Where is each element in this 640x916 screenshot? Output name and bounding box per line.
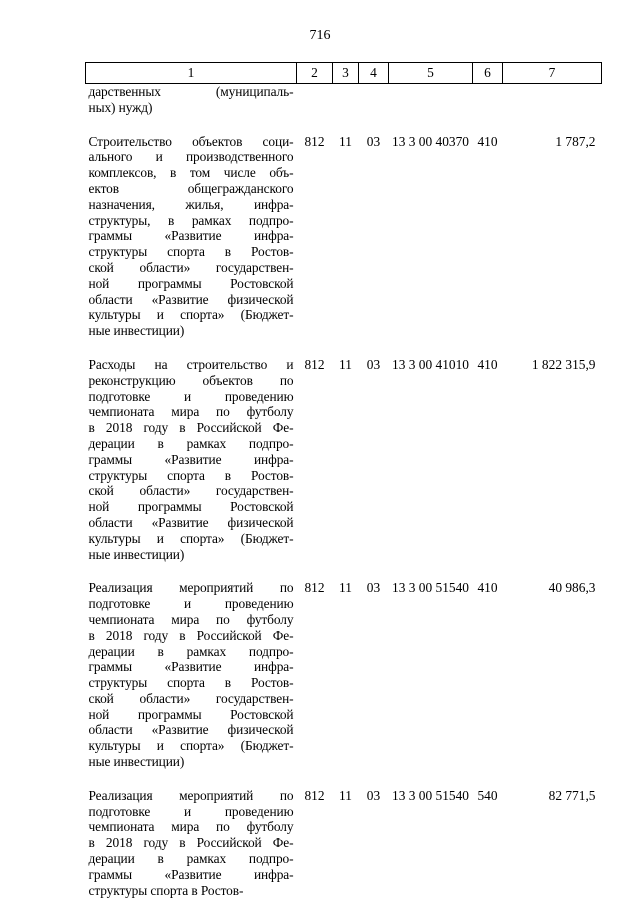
header-col-6: 6 <box>473 63 503 84</box>
row-description <box>86 84 297 134</box>
description-line: ной программы Ростовской <box>89 499 294 515</box>
description-line: Строительство объектов соци- <box>89 134 294 150</box>
table-body <box>86 84 602 916</box>
description-line: граммы «Развитие инфра- <box>89 228 294 244</box>
row-col-6: 410 <box>473 134 503 357</box>
row-col-7: 1 822 315,9 <box>503 357 602 580</box>
row-col-2: 812 <box>297 134 333 357</box>
description-line: дерации в рамках подпро- <box>89 851 294 867</box>
budget-table <box>85 62 602 916</box>
row-col-5: 13 3 00 40370 <box>389 134 473 357</box>
row-col-3: 11 <box>333 580 359 788</box>
header-col-2: 2 <box>297 63 333 84</box>
description-line: реконструкцию объектов по <box>89 373 294 389</box>
row-col-6: 410 <box>473 357 503 580</box>
row-description <box>86 134 297 357</box>
row-col-6 <box>473 84 503 134</box>
row-col-6: 410 <box>473 580 503 788</box>
row-col-4: 03 <box>359 788 389 916</box>
description-line: ных) нужд) <box>89 100 294 116</box>
description-line: дерации в рамках подпро- <box>89 644 294 660</box>
description-line: культуры и спорта» (Бюджет- <box>89 738 294 754</box>
description-line: Реализация мероприятий по <box>89 580 294 596</box>
description-line: в 2018 году в Российской Фе- <box>89 835 294 851</box>
description-line: ской области» государствен- <box>89 483 294 499</box>
description-line: ные инвестиции) <box>89 547 294 563</box>
description-line: граммы «Развитие инфра- <box>89 867 294 883</box>
table-row <box>86 84 602 134</box>
row-col-3: 11 <box>333 134 359 357</box>
description-line: подготовке и проведению <box>89 804 294 820</box>
description-line: структуры спорта в Ростов- <box>89 244 294 260</box>
row-col-4: 03 <box>359 357 389 580</box>
description-line: дарственных (муниципаль- <box>89 84 294 100</box>
table-row <box>86 134 602 357</box>
table-row <box>86 357 602 580</box>
description-line: ные инвестиции) <box>89 323 294 339</box>
description-line: граммы «Развитие инфра- <box>89 452 294 468</box>
row-description <box>86 580 297 788</box>
row-col-5 <box>389 84 473 134</box>
description-line: чемпионата мира по футболу <box>89 404 294 420</box>
row-col-5: 13 3 00 51540 <box>389 580 473 788</box>
description-line: области «Развитие физической <box>89 515 294 531</box>
description-line: ального и производственного <box>89 149 294 165</box>
row-col-2: 812 <box>297 580 333 788</box>
row-col-7: 40 986,3 <box>503 580 602 788</box>
description-line: области «Развитие физической <box>89 292 294 308</box>
header-col-7: 7 <box>503 63 602 84</box>
description-line: области «Развитие физической <box>89 722 294 738</box>
row-description <box>86 357 297 580</box>
row-col-5: 13 3 00 51540 <box>389 788 473 916</box>
description-line: дерации в рамках подпро- <box>89 436 294 452</box>
table-row <box>86 580 602 788</box>
row-col-5: 13 3 00 41010 <box>389 357 473 580</box>
header-col-5: 5 <box>389 63 473 84</box>
description-line: подготовке и проведению <box>89 596 294 612</box>
description-line: ной программы Ростовской <box>89 707 294 723</box>
row-col-3: 11 <box>333 788 359 916</box>
row-col-2: 812 <box>297 357 333 580</box>
description-line: структуры спорта в Ростов- <box>89 468 294 484</box>
row-col-4: 03 <box>359 134 389 357</box>
description-line: граммы «Развитие инфра- <box>89 659 294 675</box>
description-line: назначения, жилья, инфра- <box>89 197 294 213</box>
header-col-4: 4 <box>359 63 389 84</box>
row-description <box>86 788 297 916</box>
description-line: чемпионата мира по футболу <box>89 612 294 628</box>
row-col-2 <box>297 84 333 134</box>
description-line: Реализация мероприятий по <box>89 788 294 804</box>
header-col-3: 3 <box>333 63 359 84</box>
header-col-1: 1 <box>86 63 297 84</box>
header-row <box>86 63 602 84</box>
description-line: чемпионата мира по футболу <box>89 819 294 835</box>
description-line: ской области» государствен- <box>89 260 294 276</box>
row-col-7: 1 787,2 <box>503 134 602 357</box>
row-col-7: 82 771,5 <box>503 788 602 916</box>
row-col-3: 11 <box>333 357 359 580</box>
description-line: в 2018 году в Российской Фе- <box>89 420 294 436</box>
row-col-2: 812 <box>297 788 333 916</box>
description-line: подготовке и проведению <box>89 389 294 405</box>
description-line: ной программы Ростовской <box>89 276 294 292</box>
row-col-4: 03 <box>359 580 389 788</box>
description-line: культуры и спорта» (Бюджет- <box>89 307 294 323</box>
row-col-3 <box>333 84 359 134</box>
page-number: 716 <box>0 28 640 44</box>
row-col-7 <box>503 84 602 134</box>
description-line: в 2018 году в Российской Фе- <box>89 628 294 644</box>
description-line: комплексов, в том числе объ- <box>89 165 294 181</box>
description-line: Расходы на строительство и <box>89 357 294 373</box>
row-col-4 <box>359 84 389 134</box>
description-line: структуры, в рамках подпро- <box>89 213 294 229</box>
description-line: ные инвестиции) <box>89 754 294 770</box>
description-line: структуры спорта в Ростов- <box>89 883 294 899</box>
row-col-6: 540 <box>473 788 503 916</box>
description-line: ской области» государствен- <box>89 691 294 707</box>
description-line: ектов общегражданского <box>89 181 294 197</box>
description-line: культуры и спорта» (Бюджет- <box>89 531 294 547</box>
description-line: структуры спорта в Ростов- <box>89 675 294 691</box>
table-row <box>86 788 602 916</box>
